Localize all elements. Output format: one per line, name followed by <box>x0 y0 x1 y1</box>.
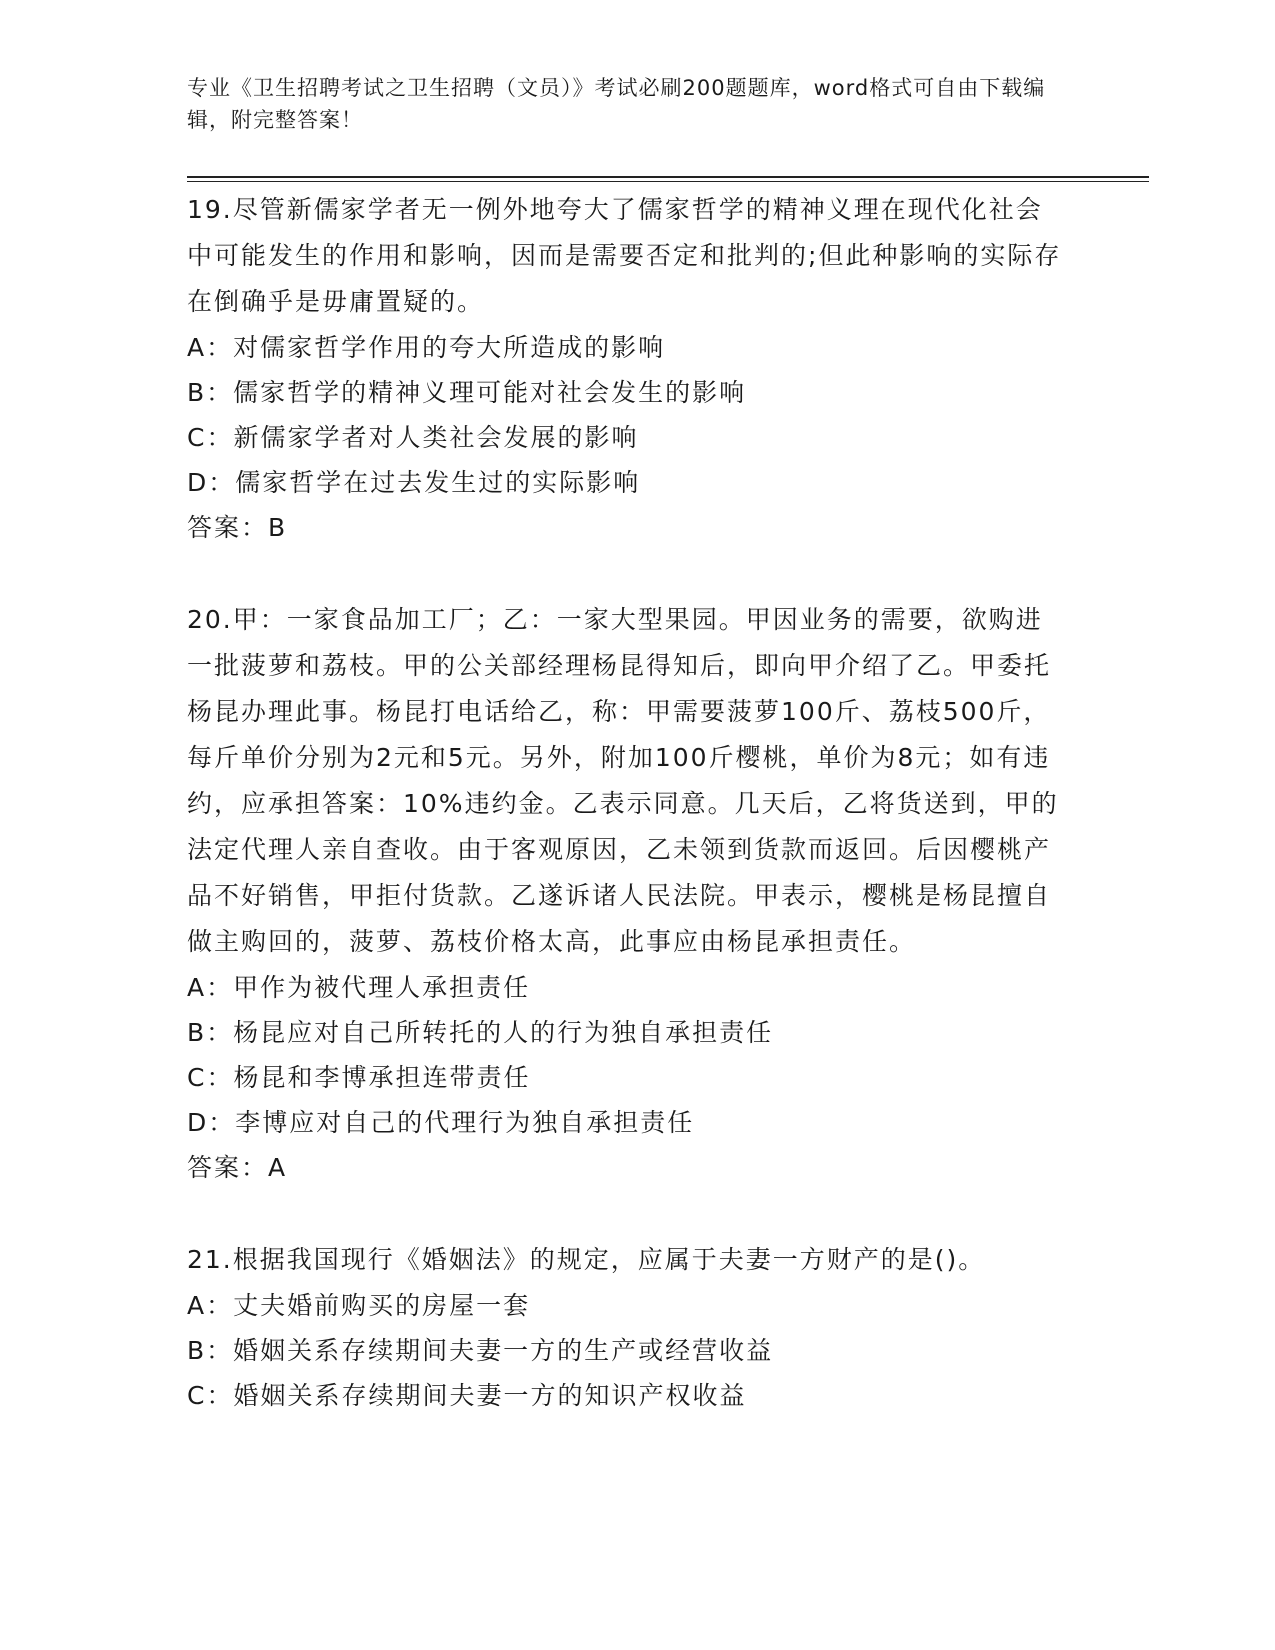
document-header: 专业《卫生招聘考试之卫生招聘（文员）》考试必刷200题题库，word格式可自由下载编辑，附完整答案！ <box>187 76 1046 132</box>
question-21 <box>187 1237 1067 1418</box>
option-a: A：甲作为被代理人承担责任 <box>187 973 531 1002</box>
option-a: A：丈夫婚前购买的房屋一套 <box>187 1291 531 1320</box>
option-c: C：杨昆和李博承担连带责任 <box>187 1063 531 1092</box>
option-a: A：对儒家哲学作用的夸大所造成的影响 <box>187 333 666 362</box>
option-c: C：新儒家学者对人类社会发展的影响 <box>187 423 639 452</box>
question-list <box>187 187 1067 1418</box>
answer-line: 答案：B <box>187 513 288 542</box>
question-stem: 20.甲：一家食品加工厂；乙：一家大型果园。甲因业务的需要，欲购进一批菠萝和荔枝。甲的公关部经理杨昆得知后，即向甲介绍了乙。甲委托杨昆办理此事。杨昆打电话给乙，称：甲需要菠萝100斤、荔枝500斤，每斤单价分别为2元和5元。另外，附加100斤樱桃，单价为8元；如有违约，应承担答案：10%违约金。乙表示同意。几天后，乙将货送到，甲的法定代理人亲自查收。由于客观原因，乙未领到货款而返回。后因樱桃产品不好销售，甲拒付货款。乙遂诉诸人民法院。甲表示，樱桃是杨昆擅自做主购回的，菠萝、荔枝价格太高，此事应由杨昆承担责任。 <box>187 605 1059 956</box>
option-b: B：婚姻关系存续期间夫妻一方的生产或经营收益 <box>187 1336 774 1365</box>
option-c: C：婚姻关系存续期间夫妻一方的知识产权收益 <box>187 1381 747 1410</box>
option-b: B：杨昆应对自己所转托的人的行为独自承担责任 <box>187 1018 774 1047</box>
option-d: D：儒家哲学在过去发生过的实际影响 <box>187 468 641 497</box>
option-d: D：李博应对自己的代理行为独自承担责任 <box>187 1108 695 1137</box>
question-spacer <box>187 1191 1067 1237</box>
header-divider-thin <box>187 181 1149 182</box>
question-stem: 21.根据我国现行《婚姻法》的规定，应属于夫妻一方财产的是()。 <box>187 1245 986 1274</box>
header-divider-thick <box>187 176 1149 178</box>
question-19 <box>187 187 1067 551</box>
option-b: B：儒家哲学的精神义理可能对社会发生的影响 <box>187 378 747 407</box>
question-stem: 19.尽管新儒家学者无一例外地夸大了儒家哲学的精神义理在现代化社会中可能发生的作用和影响，因而是需要否定和批判的;但此种影响的实际存在倒确乎是毋庸置疑的。 <box>187 195 1062 316</box>
answer-line: 答案：A <box>187 1153 288 1182</box>
question-20 <box>187 597 1067 1191</box>
question-spacer <box>187 551 1067 597</box>
